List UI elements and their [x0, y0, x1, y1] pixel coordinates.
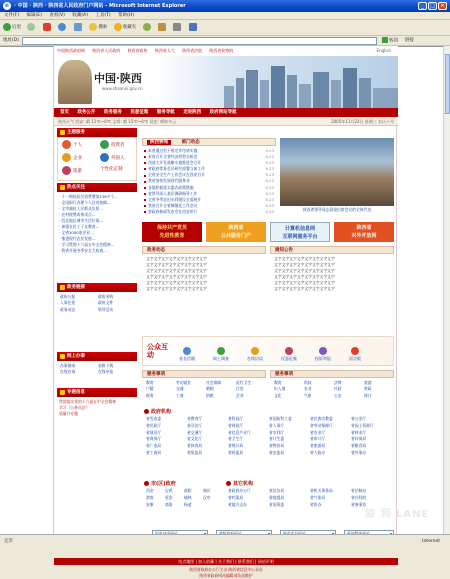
- theme-service-header: 主题服务: [57, 128, 137, 137]
- service-link[interactable]: 教育: [146, 380, 154, 385]
- news-item[interactable]: 我省加快发展现代服务业 9-23: [144, 178, 274, 184]
- service-link[interactable]: 纳税: [206, 392, 214, 398]
- panel-item[interactable]: 文字文字文字文字文字文字文字文字: [146, 268, 207, 273]
- service-link[interactable]: 教育: [274, 380, 282, 385]
- panel-item[interactable]: 文字文字文字文字文字文字文字文字: [274, 280, 335, 285]
- mail-icon: [158, 23, 166, 31]
- cities-title: 市(区)政府: [144, 480, 176, 487]
- mail-icon: [183, 347, 191, 355]
- directory-link[interactable]: 省政府办公厅: [228, 488, 251, 493]
- panel-item[interactable]: 文字文字文字文字文字文字文字文字: [146, 274, 207, 279]
- news-item[interactable]: 本省召开全省经济形势分析会 9-23: [144, 154, 274, 160]
- directory-link[interactable]: 省体育局: [187, 443, 203, 449]
- service-link[interactable]: 农业: [304, 386, 312, 392]
- hot-topic-link[interactable]: · 十一期间居民消费增加136多个...: [59, 194, 118, 199]
- directory-link[interactable]: 省劳动保障厅: [310, 422, 333, 428]
- window-title: · 中国 · 陕西 · 陕西省人民政府门户网站 - Microsoft Internet Explorer: [14, 3, 186, 9]
- directory-link[interactable]: 商洛: [165, 501, 173, 507]
- topnav-link[interactable]: 陕西省法院: [182, 48, 203, 53]
- hot-topics-list: [59, 194, 137, 254]
- refresh-icon: [58, 23, 66, 31]
- stop-icon: [43, 23, 51, 31]
- status-bar: [0, 534, 450, 547]
- home-icon: [74, 23, 82, 31]
- back-button[interactable]: 后退: [3, 20, 21, 36]
- links-button[interactable]: 链接: [405, 38, 414, 43]
- news-tabs: [142, 138, 276, 146]
- opinion-icon: [285, 347, 293, 355]
- directory-link[interactable]: 省国资委: [269, 501, 285, 507]
- news-list: [144, 148, 274, 215]
- services-b-header: 服务事项: [270, 370, 394, 378]
- directory-link[interactable]: 省社科院: [351, 494, 367, 500]
- tab-shaanxi-news[interactable]: 陕西要闻: [147, 140, 171, 145]
- hot-topics-header: 热点关注: [57, 183, 137, 192]
- directory-link[interactable]: 省建设厅: [146, 429, 162, 435]
- maximize-button[interactable]: □: [428, 2, 437, 10]
- directory-link[interactable]: 省人防办: [310, 450, 326, 455]
- directory-link[interactable]: 省法制办: [351, 488, 367, 493]
- directory-link[interactable]: 杨凌: [184, 501, 192, 507]
- service-link[interactable]: 婚姻: [206, 386, 214, 392]
- gov-link[interactable]: 领导活动: [98, 306, 114, 312]
- directory-link[interactable]: 延安: [165, 494, 173, 500]
- service-investor[interactable]: 投资者: [100, 140, 125, 149]
- topnav-link[interactable]: 陕西省人民政府: [92, 48, 121, 53]
- refresh-button[interactable]: [58, 20, 67, 36]
- gov-link[interactable]: 政府采购: [98, 294, 114, 299]
- directory-link[interactable]: 省林业厅: [351, 429, 367, 435]
- panel-item[interactable]: 文字文字文字文字文字文字文字文字: [146, 256, 207, 261]
- directory-link[interactable]: 省药监局: [228, 450, 244, 455]
- panel-item[interactable]: 文字文字文字文字文字文字文字文字: [146, 286, 207, 291]
- news-item[interactable]: 省政府新闻发布会在西安举行 9-23: [144, 209, 274, 215]
- search-icon: [89, 23, 97, 31]
- vertical-scrollbar[interactable]: [443, 46, 450, 534]
- edit-button[interactable]: [189, 20, 198, 36]
- weather-text: 陕西天气 西安: 晴 11℃~0℃ 宝鸡: 晴 15℃~0℃ 延安: 晴转多云: [58, 119, 177, 124]
- directory-link[interactable]: 省公安厅: [351, 416, 367, 421]
- directory-link[interactable]: 省国防科工委: [269, 416, 292, 421]
- nav-home[interactable]: 首页: [60, 110, 69, 115]
- directory-link[interactable]: 榆林: [184, 494, 192, 500]
- directory-link[interactable]: 省商务厅: [146, 436, 162, 442]
- mail-button[interactable]: [158, 20, 167, 36]
- services-b-grid: [274, 380, 394, 406]
- address-input[interactable]: [22, 37, 377, 45]
- service-link[interactable]: 社会保障: [206, 380, 222, 385]
- service-link[interactable]: 交通: [176, 386, 184, 392]
- directory-link[interactable]: 省卫生厅: [228, 436, 244, 442]
- directory-link[interactable]: 省档案局: [228, 494, 244, 500]
- address-bar: [0, 36, 450, 46]
- date-text: 2005年11月23日 星期三 农历十月: [331, 119, 394, 124]
- history-button[interactable]: [143, 20, 152, 36]
- directory-link[interactable]: 省农业厅: [310, 429, 326, 435]
- directory-link[interactable]: 咸阳: [184, 488, 192, 493]
- topnav-link[interactable]: 陕西省政协: [127, 48, 148, 53]
- print-icon: [173, 23, 181, 31]
- security-zone: Internet: [422, 539, 440, 544]
- panel-item[interactable]: 文字文字文字文字文字文字文字文字: [274, 286, 335, 291]
- service-enterprise[interactable]: 企业: [62, 153, 82, 162]
- service-link[interactable]: 科技: [304, 380, 312, 385]
- panel-item[interactable]: 文字文字文字文字文字文字文字文字: [274, 262, 335, 267]
- directory-link[interactable]: 省侨办: [310, 501, 322, 507]
- favorites-button[interactable]: 收藏夹: [114, 20, 137, 36]
- directory-link[interactable]: 省国土资源厅: [351, 422, 374, 428]
- complaint-button[interactable]: 投诉举报: [315, 347, 331, 361]
- directory-link[interactable]: 省广电局: [146, 443, 162, 449]
- address-label: 地址(D): [3, 38, 19, 43]
- directory-link[interactable]: 宝鸡: [165, 488, 173, 493]
- hot-topic-link[interactable]: · 西北地区城市生活垃圾...: [59, 218, 104, 223]
- service-tourism[interactable]: 旅游: [62, 166, 82, 175]
- directory-link[interactable]: 省人事厅: [269, 422, 285, 428]
- agencies-title: 政府机构: [144, 408, 171, 415]
- directory-link[interactable]: 省财政厅: [228, 422, 244, 428]
- back-arrow-icon: [3, 23, 11, 31]
- directory-link[interactable]: 省交通厅: [187, 429, 203, 435]
- online-link[interactable]: 表格下载: [98, 363, 114, 368]
- directory-link[interactable]: 省环保局: [351, 436, 367, 442]
- service-link[interactable]: 旅游: [364, 380, 372, 385]
- directory-link[interactable]: 铜川: [203, 488, 211, 493]
- directory-link[interactable]: 省安监局: [269, 450, 285, 455]
- edit-icon: [189, 23, 197, 31]
- gov-links-header: 政务链接: [57, 283, 137, 292]
- site-url: www.shaanxi.gov.cn: [102, 86, 143, 91]
- panel-notices-list: [274, 256, 394, 292]
- star-icon: [114, 23, 122, 31]
- service-link[interactable]: 工商: [176, 392, 184, 398]
- hot-topic-link[interactable]: · 全省1000家企业...: [59, 230, 94, 235]
- news-photo[interactable]: [280, 138, 394, 206]
- service-link[interactable]: 财政: [364, 386, 372, 392]
- nav-services[interactable]: 政务服务: [103, 110, 122, 115]
- news-item[interactable]: 各地积极落实惠农政策措施 9-23: [144, 185, 274, 191]
- toolbar: [0, 20, 450, 36]
- online-link[interactable]: 办事指南: [60, 363, 76, 368]
- gov-links-grid: [60, 294, 138, 314]
- online-interview-button[interactable]: 在线访谈: [247, 347, 263, 361]
- nav-government-affairs[interactable]: 政务公开: [77, 110, 96, 115]
- panel-item[interactable]: 文字文字文字文字文字文字文字文字: [274, 268, 335, 273]
- tab-department-news[interactable]: 部门动态: [181, 140, 200, 145]
- home-button[interactable]: [74, 20, 83, 36]
- hot-topic-link[interactable]: · 加强农民工子女教育...: [59, 224, 100, 229]
- gov-link[interactable]: 政务动态: [60, 306, 76, 312]
- menu-file[interactable]: 文件(F): [4, 13, 20, 18]
- gov-link[interactable]: 政府文件: [98, 300, 114, 306]
- close-button[interactable]: ×: [438, 2, 447, 10]
- footer-line1: 陕西省政府办公厅主办 陕西省信息中心承办: [189, 567, 263, 572]
- message-icon: [351, 347, 359, 355]
- services-a-grid: [146, 380, 266, 406]
- topnav-link[interactable]: 陕西省人大: [154, 48, 175, 53]
- service-link[interactable]: 住房: [236, 386, 244, 392]
- watermark: 溢 利 LANE: [365, 509, 430, 520]
- service-link[interactable]: 公安: [334, 392, 342, 398]
- nav-site-directory[interactable]: 政府网站导航: [209, 110, 237, 115]
- public-interaction-strip: [142, 336, 394, 366]
- agencies-grid: [146, 416, 396, 478]
- gov-link[interactable]: 人事任免: [60, 300, 76, 306]
- directory-link[interactable]: 省外事办: [351, 450, 367, 455]
- directory-link[interactable]: 省工商局: [146, 450, 162, 455]
- service-link[interactable]: 出入境: [274, 386, 286, 392]
- stop-button[interactable]: [43, 20, 52, 36]
- menu-edit[interactable]: 编辑(E): [26, 13, 42, 18]
- services-a-header: 服务事项: [142, 370, 266, 378]
- topic-link[interactable]: 贯彻落实党的十六届五中全会精神: [59, 399, 116, 404]
- nav-service-guide[interactable]: 服务导航: [156, 110, 175, 115]
- english-link[interactable]: English: [376, 48, 391, 53]
- news-item[interactable]: 省领导深入基层调研指导工作 9-23: [144, 191, 274, 197]
- directory-link[interactable]: 省参事室: [351, 501, 367, 507]
- topnav-link[interactable]: 陕西省检察院: [209, 48, 234, 53]
- directory-link[interactable]: 省计生委: [269, 436, 285, 442]
- menu-help[interactable]: 帮助(H): [118, 13, 135, 18]
- panel-gov-news-list: [146, 256, 266, 292]
- open-shaanxi-banner[interactable]: 陕西省 对外开放网: [334, 222, 394, 242]
- topic-link[interactable]: 质量月专题: [59, 411, 78, 416]
- news-item[interactable]: 本省通过若干规定并付诸实施 9-23: [144, 148, 274, 154]
- forward-button[interactable]: [27, 20, 36, 36]
- service-foreigner[interactable]: 外国人: [100, 153, 125, 162]
- minimize-button[interactable]: _: [418, 2, 427, 10]
- panel-item[interactable]: 文字文字文字文字文字文字文字文字: [146, 262, 207, 267]
- go-arrow-icon: [382, 37, 388, 43]
- directory-link[interactable]: 省信息产业厅: [228, 429, 251, 435]
- directory-link[interactable]: 省民族宗教委: [310, 416, 333, 421]
- top-navigation: [54, 46, 398, 56]
- go-button[interactable]: 转到: [382, 37, 398, 45]
- hot-topic-link[interactable]: · 全市减轻人民群众负担...: [59, 206, 104, 211]
- menu-bar: [0, 12, 450, 20]
- service-link[interactable]: 法律: [334, 380, 342, 385]
- enterprise-icon: [62, 153, 71, 162]
- survey-icon: [217, 347, 225, 355]
- online-survey-button[interactable]: 网上调查: [213, 347, 229, 361]
- online-link[interactable]: 在线咨询: [60, 369, 76, 375]
- interaction-label: 公众互动: [147, 342, 168, 359]
- news-photo-caption[interactable]: 陕西省领导同志看望出席会议的全体代表: [302, 207, 372, 212]
- directory-link[interactable]: 省机关事务局: [310, 488, 333, 493]
- online-service-header: 网上办事: [57, 352, 137, 361]
- print-button[interactable]: [173, 20, 182, 36]
- history-icon: [143, 23, 151, 31]
- menu-favorites[interactable]: 收藏(A): [72, 13, 88, 18]
- panel-notices-header: 通知公告: [270, 246, 394, 254]
- directory-link[interactable]: 汉中: [203, 494, 211, 500]
- scrollbar-thumb[interactable]: [445, 54, 450, 114]
- window-titlebar[interactable]: [0, 0, 450, 12]
- foreigner-icon: [100, 153, 109, 162]
- hot-topic-link[interactable]: · 推进现代农业发展...: [59, 236, 96, 241]
- topic-info-list: [59, 399, 137, 417]
- directory-link[interactable]: 省教育厅: [187, 416, 203, 421]
- message-board-button[interactable]: 留言板: [349, 347, 361, 361]
- investor-icon: [100, 140, 109, 149]
- directory-link[interactable]: 渭南: [146, 494, 154, 500]
- directory-link[interactable]: 省质监局: [187, 450, 203, 455]
- news-item[interactable]: 全省冬季农田水利建设全面展开 9-23: [144, 197, 274, 203]
- directory-link[interactable]: 西安: [146, 488, 154, 493]
- directory-link[interactable]: 省民政厅: [146, 422, 162, 428]
- web-page: [53, 46, 397, 578]
- hot-topic-link[interactable]: · 我省开展冬季安全大检查...: [59, 248, 107, 253]
- interview-icon: [251, 347, 259, 355]
- service-link[interactable]: 户籍: [146, 386, 154, 392]
- topnav-link[interactable]: 中国陕西政府网: [57, 48, 85, 53]
- online-link[interactable]: 在线申报: [98, 369, 114, 375]
- person-icon: [62, 140, 71, 149]
- tourism-icon: [62, 166, 71, 175]
- cities-grid: [146, 488, 224, 518]
- directory-link[interactable]: 省气象局: [310, 494, 326, 500]
- service-custom[interactable]: 个性化定制: [100, 167, 123, 172]
- nav-public-opinion[interactable]: 民意征集: [130, 110, 149, 115]
- ie-logo-icon: e: [3, 2, 11, 10]
- directory-link[interactable]: 省水利厅: [269, 429, 285, 435]
- network-banner[interactable]: 计算机信息网 互联网服务平台: [270, 222, 330, 242]
- directory-link[interactable]: 省审计厅: [310, 436, 326, 442]
- panel-item[interactable]: 文字文字文字文字文字文字文字文字: [146, 280, 207, 285]
- news-item[interactable]: 全省安全生产工作会议在西安召开 9-23: [144, 172, 274, 178]
- governor-mailbox-button[interactable]: 省长信箱: [179, 347, 195, 361]
- footer-links[interactable]: 站点地图 | 加入收藏 | 关于我们 | 联系我们 | 网站声明: [54, 558, 398, 565]
- service-link[interactable]: 税务: [146, 392, 154, 398]
- directory-link[interactable]: 省地方志办: [228, 501, 247, 507]
- topic-info-header: 专题信息: [57, 388, 137, 397]
- status-text: 完毕: [4, 539, 13, 544]
- forward-arrow-icon: [27, 23, 35, 31]
- footer-line2: 陕西省政府网站编辑部负责维护: [199, 573, 253, 578]
- panel-gov-news-header: 政务动态: [142, 246, 266, 254]
- online-service-grid: [60, 363, 138, 377]
- terracotta-warrior-image: [58, 60, 92, 104]
- public-opinion-button[interactable]: 民意征集: [281, 347, 297, 361]
- service-link[interactable]: 民政: [334, 386, 342, 392]
- directory-link[interactable]: 省发改委: [146, 416, 162, 421]
- nav-about-shaanxi[interactable]: 走进陕西: [183, 110, 202, 115]
- service-link[interactable]: 企业: [236, 392, 244, 398]
- directory-link[interactable]: 安康: [146, 501, 154, 507]
- directory-link[interactable]: 省地震局: [269, 494, 285, 500]
- directory-link[interactable]: 省司法厅: [187, 422, 203, 428]
- party-education-banner[interactable]: 保持共产党员 先进性教育: [142, 222, 202, 242]
- site-banner: [54, 56, 398, 108]
- public-service-banner[interactable]: 陕西省 公共服务门户: [206, 222, 266, 242]
- service-link[interactable]: 文化: [274, 392, 282, 398]
- directory-link[interactable]: 省信访局: [269, 488, 285, 493]
- service-link[interactable]: 统计: [364, 392, 372, 398]
- info-bar: [54, 117, 398, 126]
- news-item[interactable]: 西部大开发战略实施推进会召开 9-23: [144, 160, 274, 166]
- menu-tools[interactable]: 工具(T): [95, 13, 111, 18]
- directory-link[interactable]: 省粮食局: [351, 443, 367, 449]
- hot-topic-link[interactable]: · 学习贯彻十六届五中全会精神...: [59, 242, 115, 247]
- directory-link[interactable]: 省统计局: [228, 443, 244, 449]
- complaint-icon: [319, 347, 327, 355]
- service-personal[interactable]: 个人: [62, 140, 82, 149]
- panel-item[interactable]: 文字文字文字文字文字文字文字文字: [274, 274, 335, 279]
- service-link[interactable]: 劳动就业: [176, 380, 192, 385]
- news-item[interactable]: 我省召开全省城镇化工作会议 9-23: [144, 203, 274, 209]
- menu-view[interactable]: 查看(V): [49, 13, 65, 18]
- site-logo[interactable]: 中国·陕西: [94, 72, 142, 85]
- service-link[interactable]: 气象: [304, 392, 312, 398]
- hot-topic-link[interactable]: · 农村税费改革试点...: [59, 212, 96, 217]
- panel-item[interactable]: 文字文字文字文字文字文字文字文字: [274, 256, 335, 261]
- main-navigation: [54, 108, 398, 117]
- directory-link[interactable]: 省旅游局: [310, 443, 326, 449]
- others-title: 其它机构: [226, 480, 253, 487]
- news-item[interactable]: 省政府常务会议研究部署当前工作 9-23: [144, 166, 274, 172]
- search-button[interactable]: 搜索: [89, 20, 107, 36]
- directory-link[interactable]: 省文化厅: [187, 436, 203, 442]
- directory-link[interactable]: 省科技厅: [228, 416, 244, 421]
- directory-link[interactable]: 省物价局: [269, 443, 285, 449]
- gov-link[interactable]: 政府公报: [60, 294, 76, 299]
- service-link[interactable]: 医疗卫生: [236, 380, 252, 385]
- hot-topic-link[interactable]: · 全国银行办理个人住房按揭...: [59, 200, 111, 205]
- topic-link[interactable]: 学习《公务员法》: [59, 405, 90, 410]
